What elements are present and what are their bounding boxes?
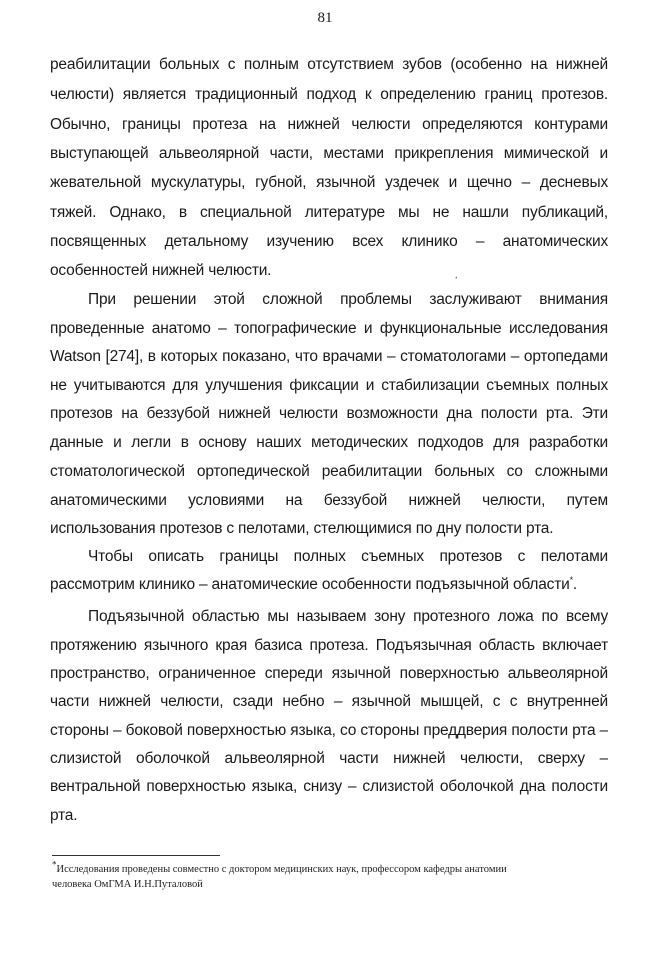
text-line: стоматологической ортопедической реабилитации больных со сложными bbox=[50, 463, 608, 480]
text-line: рта. bbox=[50, 807, 78, 824]
text-line: Watson [274], в которых показано, что врачами – стоматологами – ортопедами bbox=[50, 348, 608, 365]
footnote bbox=[52, 859, 612, 892]
stray-mark: ˏ bbox=[449, 267, 459, 281]
page-number: 81 bbox=[317, 10, 333, 26]
footnote-divider bbox=[52, 855, 220, 856]
text-line: жевательной мускулатуры, губной, язычной уздечек и щечно – десневых bbox=[50, 174, 608, 191]
text-line-with-footnote bbox=[50, 573, 608, 597]
text-line: посвященных детальному изучению всех клинико – анатомических bbox=[50, 233, 608, 250]
text-line: реабилитации больных с полным отсутствием зубов (особенно на нижней bbox=[50, 56, 608, 73]
text-line: не учитываются для улучшения фиксации и стабилизации съемных полных bbox=[50, 377, 608, 394]
footnote-line bbox=[52, 859, 612, 877]
text-line: части нижней челюсти, сзади небно – язычной мышцей, с с внутренней bbox=[50, 693, 608, 710]
footnote-marker: * bbox=[569, 574, 573, 585]
text-line: рассмотрим клинико – анатомические особенности подъязычной области bbox=[50, 576, 570, 593]
text-line: протяжению язычного края базиса протеза. Подъязычная область включает bbox=[50, 637, 608, 654]
text-line: При решении этой сложной проблемы заслуживают внимания bbox=[88, 291, 608, 308]
sentence-period: . bbox=[572, 576, 577, 593]
footnote-marker: * bbox=[52, 859, 57, 870]
text-line: Обычно, границы протеза на нижней челюсти определяются контурами bbox=[50, 116, 608, 133]
text-line: выступающей альвеолярной части, местами прикрепления мимической и bbox=[50, 145, 608, 162]
text-line: использования протезов с пелотами, стелющимися по дну полости рта. bbox=[50, 520, 554, 537]
text-line: стороны – боковой поверхностью языка, со стороны преддверия полости рта – bbox=[50, 722, 608, 739]
text-line: слизистой оболочкой альвеолярной части нижней челюсти, сверху – bbox=[50, 750, 608, 767]
text-line: особенностей нижней челюсти. bbox=[50, 262, 272, 279]
text-line: проведенные анатомо – топографические и функциональные исследования bbox=[50, 320, 608, 337]
text-line: протезов на беззубой нижней челюсти возможности дна полости рта. Эти bbox=[50, 405, 608, 422]
text-line: челюсти) является традиционный подход к определению границ протезов. bbox=[50, 86, 608, 103]
text-line: вентральной поверхностью языка, снизу – слизистой оболочкой дна полости bbox=[50, 778, 608, 795]
footnote-text-1: Исследования проведены совместно с доктором медицинских наук, профессором кафедры анатомии bbox=[56, 864, 507, 875]
text-line: пространство, ограниченное спереди язычной поверхностью альвеолярной bbox=[50, 665, 608, 682]
text-line: тяжей. Однако, в специальной литературе мы не нашли публикаций, bbox=[50, 204, 608, 221]
text-line: Чтобы описать границы полных съемных протезов с пелотами bbox=[88, 548, 608, 565]
text-line: Подъязычной областью мы называем зону протезного ложа по всему bbox=[88, 608, 608, 625]
footnote-text-2: человека ОмГМА И.Н.Путаловой bbox=[52, 879, 203, 890]
text-line: данные и легли в основу наших методических подходов для разработки bbox=[50, 434, 608, 451]
text-line: анатомическими условиями на беззубой нижней челюсти, путем bbox=[50, 492, 608, 509]
